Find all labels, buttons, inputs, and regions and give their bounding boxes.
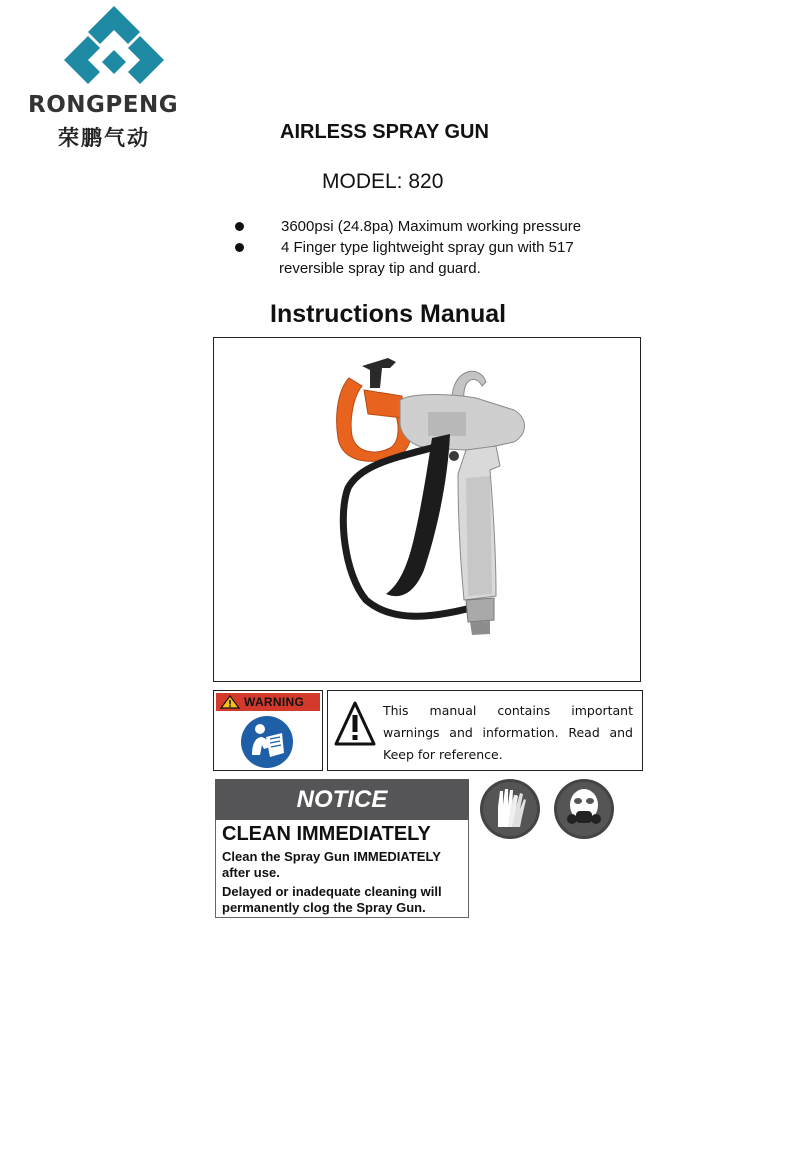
feature-text: 3600psi (24.8pa) Maximum working pressure bbox=[281, 218, 582, 235]
caution-triangle-icon bbox=[220, 695, 240, 709]
spray-gun-illustration bbox=[214, 338, 642, 683]
brand-mark-icon bbox=[64, 6, 164, 90]
feature-item bbox=[233, 216, 613, 237]
notice-header: NOTICE bbox=[215, 779, 469, 820]
product-image-frame bbox=[213, 337, 641, 682]
feature-item bbox=[233, 237, 613, 258]
bullet-icon bbox=[235, 243, 244, 252]
respirator-mask-icon bbox=[552, 777, 616, 841]
notice-line-1: Clean the Spray Gun IMMEDIATELY after use. bbox=[222, 849, 441, 880]
brand-logo bbox=[28, 6, 208, 150]
warning-banner bbox=[216, 693, 320, 711]
warning-message-box bbox=[327, 690, 643, 771]
warning-label: WARNING bbox=[244, 695, 305, 709]
read-manual-icon bbox=[240, 715, 294, 769]
feature-text-continued: reversible spray tip and guard. bbox=[279, 260, 481, 277]
feature-list bbox=[233, 216, 613, 279]
brand-name-cn: 荣鹏气动 bbox=[58, 126, 150, 150]
notice-line-2: Delayed or inadequate cleaning will permanently clog the Spray Gun. bbox=[222, 884, 442, 915]
product-title: AIRLESS SPRAY GUN bbox=[280, 121, 489, 143]
gloves-icon bbox=[478, 777, 542, 841]
manual-title: Instructions Manual bbox=[270, 300, 507, 328]
model-number: MODEL: 820 bbox=[322, 170, 444, 193]
notice-subheading: CLEAN IMMEDIATELY bbox=[222, 823, 431, 845]
notice-sign bbox=[215, 779, 469, 918]
bullet-icon bbox=[235, 222, 244, 231]
warning-text: This manual contains important warnings and information. Read and Keep for reference. bbox=[383, 703, 633, 762]
warning-sign bbox=[213, 690, 323, 771]
exclamation-triangle-icon bbox=[334, 701, 376, 747]
feature-text: 4 Finger type lightweight spray gun with 517 bbox=[281, 239, 574, 256]
brand-name: RONGPENG bbox=[28, 92, 179, 118]
